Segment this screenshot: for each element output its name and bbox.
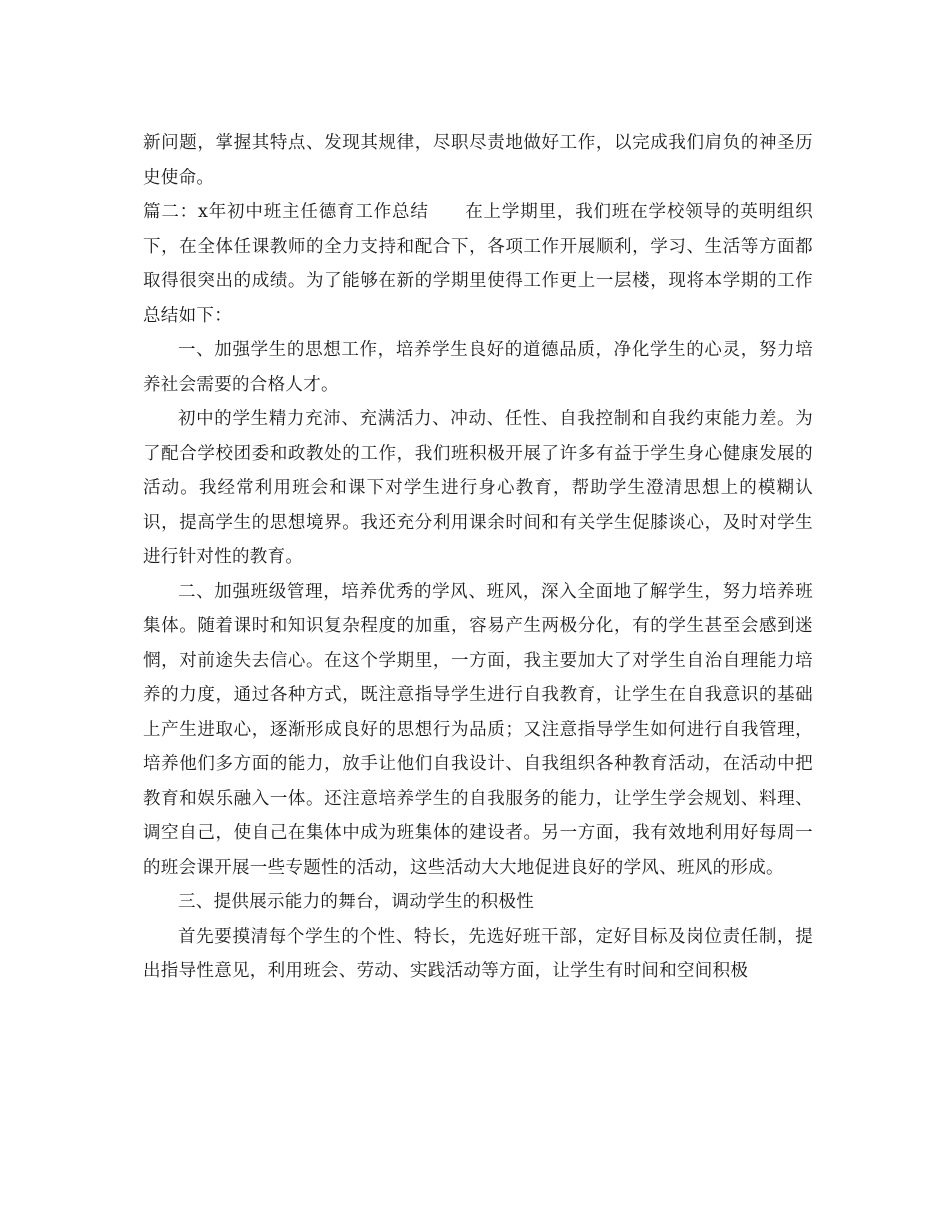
paragraph-5 bbox=[143, 575, 813, 886]
paragraph-2 bbox=[143, 195, 813, 333]
paragraph-text: 新问题，掌握其特点、发现其规律，尽职尽责地做好工作，以完成我们肩负的神圣历史使命。 bbox=[143, 133, 813, 188]
paragraph-text: 二、加强班级管理，培养优秀的学风、班风，深入全面地了解学生，努力培养班集体。随着课时和知识复杂程度的加重，容易产生两极分化，有的学生甚至会感到迷惘，对前途失去信心。在这个学期里，一方面，我主要加大了对学生自治自理能力培养的力度，通过各种方式，既注意指导学生进行自我教育，让学生在自我意识的基础上产生进取心，逐渐形成良好的思想行为品质；又注意指导学生如何进行自我管理，培养他们多方面的能力，放手让他们自我设计、自我组织各种教育活动，在活动中把教育和娱乐融入一体。还注意培养学生的自我服务的能力，让学生学会规划、料理、调空自己，使自己在集体中成为班集体的建设者。另一方面，我有效地利用好每周一的班会课开展一些专题性的活动，这些活动大大地促进良好的学风、班风的形成。 bbox=[143, 581, 813, 878]
section-heading: 篇二：x年初中班主任德育工作总结 bbox=[143, 202, 429, 222]
paragraph-text: 三、提供展示能力的舞台，调动学生的积极性 bbox=[178, 892, 534, 912]
paragraph-6 bbox=[143, 885, 813, 920]
paragraph-3 bbox=[143, 333, 813, 402]
paragraph-4 bbox=[143, 402, 813, 575]
paragraph-7 bbox=[143, 920, 813, 989]
paragraph-text: 初中的学生精力充沛、充满活力、冲动、任性、自我控制和自我约束能力差。为了配合学校团委和政教处的工作，我们班积极开展了许多有益于学生身心健康发展的活动。我经常利用班会和课下对学生进行身心教育，帮助学生澄清思想上的模糊认识，提高学生的思想境界。我还充分利用课余时间和有关学生促膝谈心，及时对学生进行针对性的教育。 bbox=[143, 409, 813, 567]
paragraph-text: 首先要摸清每个学生的个性、特长，先选好班干部，定好目标及岗位责任制，提出指导性意见，利用班会、劳动、实践活动等方面，让学生有时间和空间积极 bbox=[143, 926, 813, 981]
document-body bbox=[143, 126, 813, 989]
paragraph-text: 一、加强学生的思想工作，培养学生良好的道德品质，净化学生的心灵，努力培养社会需要的合格人才。 bbox=[143, 340, 813, 395]
paragraph-1 bbox=[143, 126, 813, 195]
paragraph-text: 在上学期里，我们班在学校领导的英明组织下，在全体任课教师的全力支持和配合下，各项工作开展顺利，学习、生活等方面都取得很突出的成绩。为了能够在新的学期里使得工作更上一层楼，现将本学期的工作总结如下： bbox=[143, 202, 813, 326]
